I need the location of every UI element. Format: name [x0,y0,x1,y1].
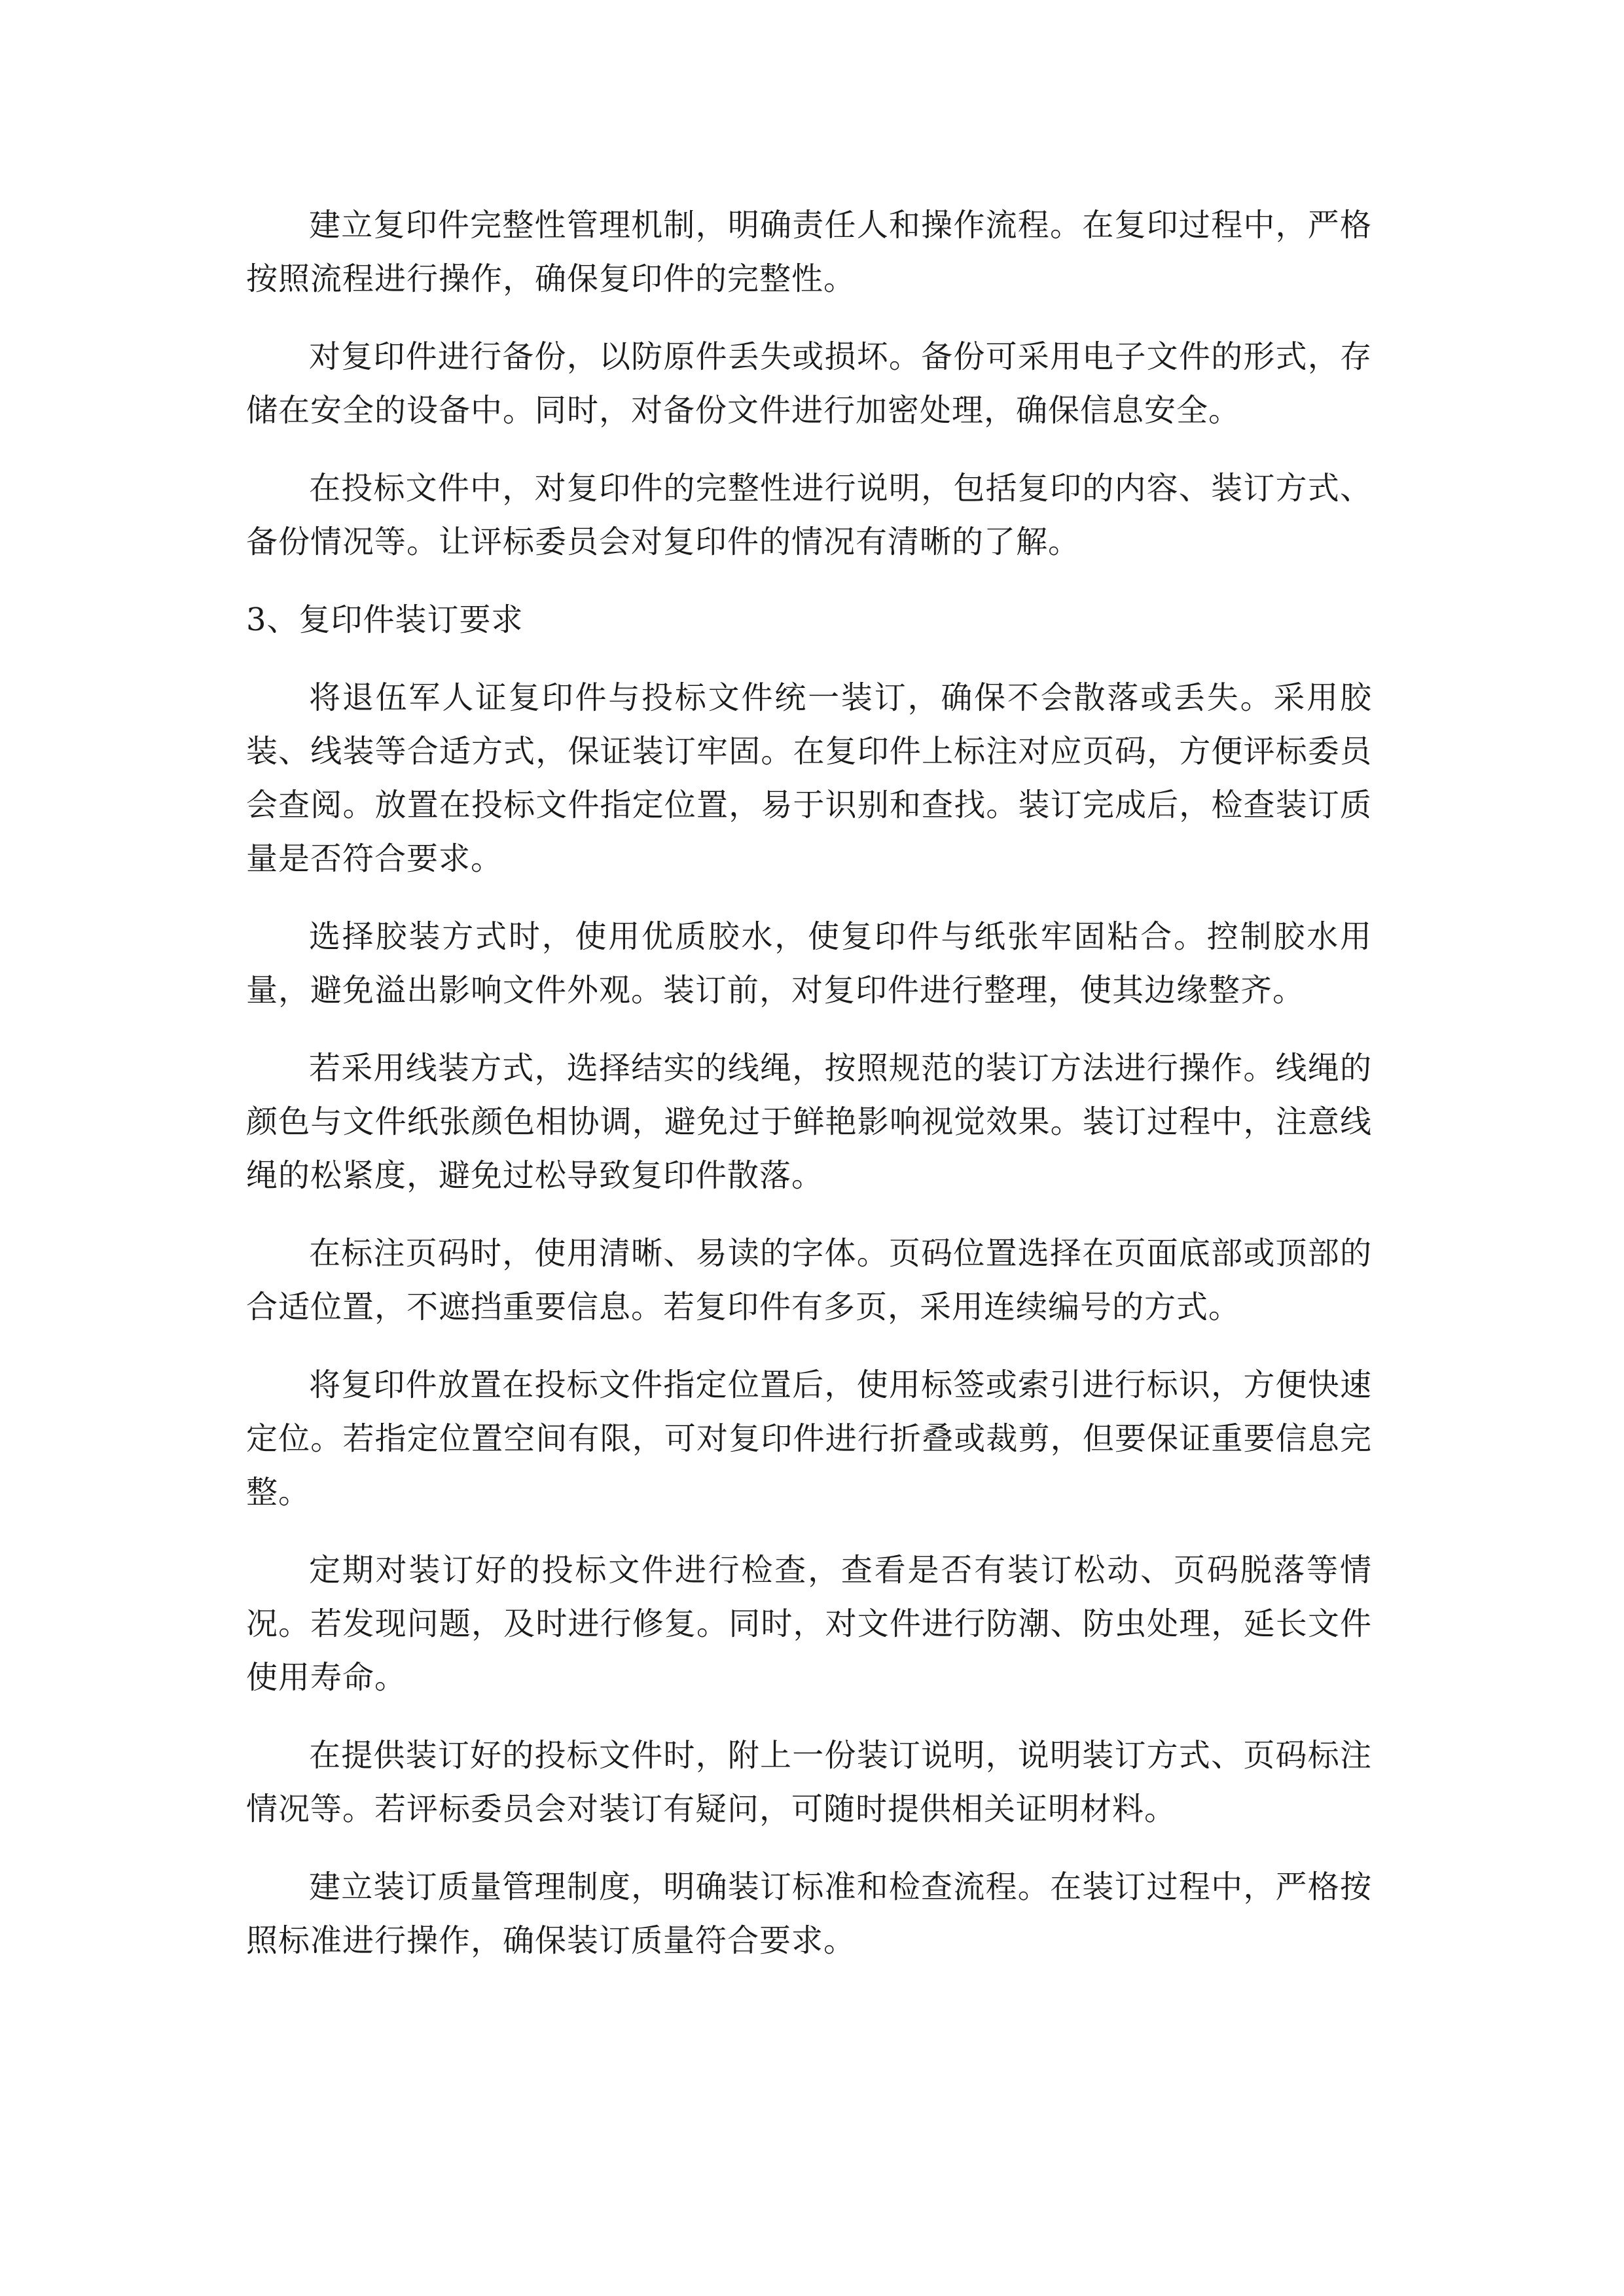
section-heading: 3、复印件装订要求 [246,601,524,638]
paragraph: 在提供装订好的投标文件时，附上一份装订说明，说明装订方式、页码标注情况等。若评标委员会对装订有疑问，可随时提供相关证明材料。 [246,1737,1372,1827]
paragraph: 将复印件放置在投标文件指定位置后，使用标签或索引进行标识，方便快速定位。若指定位置空间有限，可对复印件进行折叠或裁剪，但要保证重要信息完整。 [246,1367,1372,1511]
document-body [246,198,1372,1992]
paragraph: 若采用线装方式，选择结实的线绳，按照规范的装订方法进行操作。线绳的颜色与文件纸张颜色相协调，避免过于鲜艳影响视觉效果。装订过程中，注意线绳的松紧度，避免过松导致复印件散落。 [246,1050,1372,1194]
paragraph: 建立装订质量管理制度，明确装订标准和检查流程。在装订过程中，严格按照标准进行操作，确保装订质量符合要求。 [246,1869,1372,1959]
paragraph: 将退伍军人证复印件与投标文件统一装订，确保不会散落或丢失。采用胶装、线装等合适方式，保证装订牢固。在复印件上标注对应页码，方便评标委员会查阅。放置在投标文件指定位置，易于识别和查找。装订完成后，检查装订质量是否符合要求。 [246,679,1372,877]
paragraph: 在标注页码时，使用清晰、易读的字体。页码位置选择在页面底部或顶部的合适位置，不遮挡重要信息。若复印件有多页，采用连续编号的方式。 [246,1235,1372,1325]
paragraph: 定期对装订好的投标文件进行检查，查看是否有装订松动、页码脱落等情况。若发现问题，及时进行修复。同时，对文件进行防潮、防虫处理，延长文件使用寿命。 [246,1552,1372,1696]
paragraph: 对复印件进行备份，以防原件丢失或损坏。备份可采用电子文件的形式，存储在安全的设备中。同时，对备份文件进行加密处理，确保信息安全。 [246,338,1372,429]
paragraph: 在投标文件中，对复印件的完整性进行说明，包括复印的内容、装订方式、备份情况等。让评标委员会对复印件的情况有清晰的了解。 [246,470,1372,560]
paragraph: 选择胶装方式时，使用优质胶水，使复印件与纸张牢固粘合。控制胶水用量，避免溢出影响文件外观。装订前，对复印件进行整理，使其边缘整齐。 [246,918,1372,1009]
paragraph: 建立复印件完整性管理机制，明确责任人和操作流程。在复印过程中，严格按照流程进行操作，确保复印件的完整性。 [246,207,1372,297]
